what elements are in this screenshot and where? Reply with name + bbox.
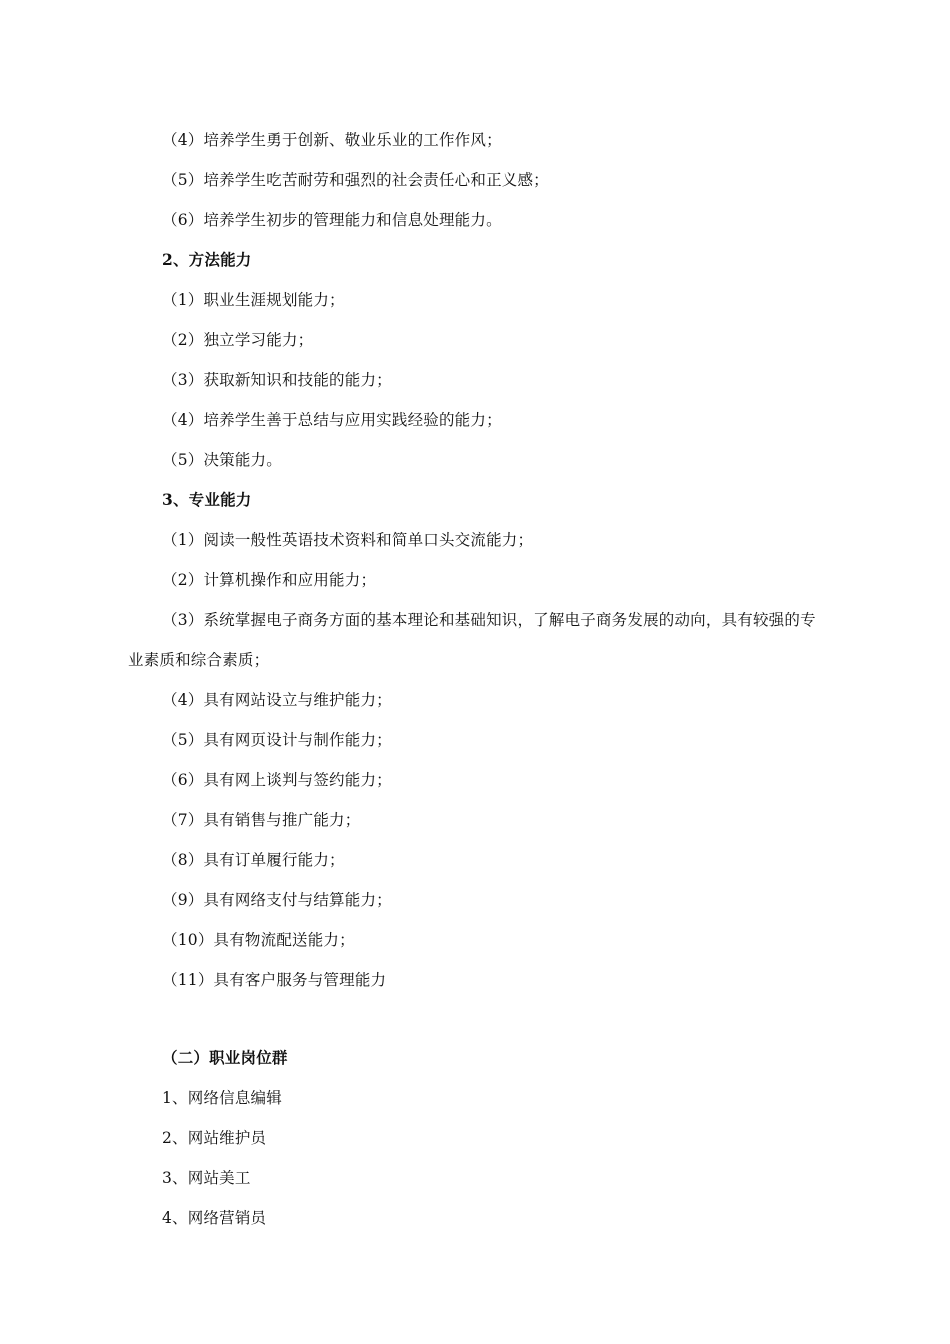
list-item: （4）培养学生勇于创新、敬业乐业的工作作风； [162,131,502,149]
list-item: （5）培养学生吃苦耐劳和强烈的社会责任心和正义感； [162,171,549,189]
list-item: （3）获取新知识和技能的能力； [162,371,392,389]
list-item: （6）培养学生初步的管理能力和信息处理能力。 [162,211,502,229]
list-item: （6）具有网上谈判与签约能力； [162,771,392,789]
section-heading-job-group: （二）职业岗位群 [162,1048,288,1067]
list-item: 3、网站美工 [162,1169,251,1187]
list-item: （1）阅读一般性英语技术资料和简单口头交流能力； [162,531,534,549]
section-heading-method-ability: 2、方法能力 [162,250,252,269]
list-item: 2、网站维护员 [162,1129,267,1147]
list-item: （11）具有客户服务与管理能力 [162,971,387,989]
section-heading-professional-ability: 3、专业能力 [162,490,252,509]
list-item: （2）独立学习能力； [162,331,314,349]
list-item: （8）具有订单履行能力； [162,851,345,869]
list-item: （7）具有销售与推广能力； [162,811,361,829]
list-item: （5）具有网页设计与制作能力； [162,731,392,749]
list-item: 1、网络信息编辑 [162,1089,282,1107]
list-item: （1）职业生涯规划能力； [162,291,345,309]
list-item: （4）培养学生善于总结与应用实践经验的能力； [162,411,502,429]
list-item: （2）计算机操作和应用能力； [162,571,377,589]
list-item: （4）具有网站设立与维护能力； [162,691,392,709]
list-item: （5）决策能力。 [162,451,282,469]
list-item: （10）具有物流配送能力； [162,931,355,949]
list-item-wrapped [128,600,828,680]
list-item-text: （3）系统掌握电子商务方面的基本理论和基础知识，了解电子商务发展的动向，具有较强的专业素质和综合素质； [128,611,816,669]
list-item: 4、网络营销员 [162,1209,267,1227]
list-item: （9）具有网络支付与结算能力； [162,891,392,909]
